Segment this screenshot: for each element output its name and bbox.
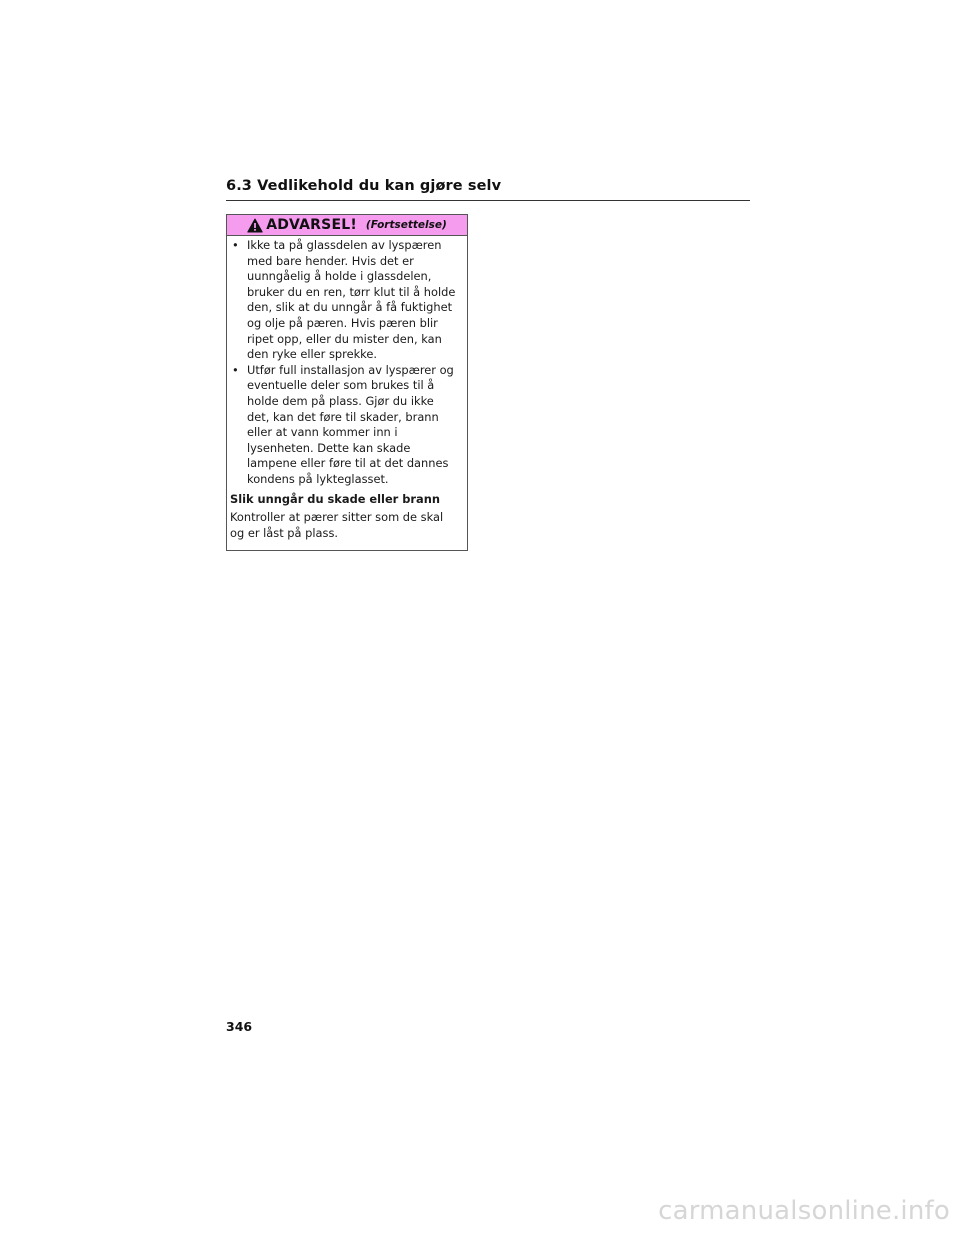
watermark: carmanualsonline.info <box>658 1196 950 1226</box>
warning-bullet-text: Ikke ta på glassdelen av lyspæren med bare hender. Hvis det er uunngåelig å holde i glassdelen, bruker du en ren, tørr klut til å holde den, slik at du unngår å få fuktighet og olje på pæren. Hvis pæren blir ripet opp, eller du mister den, kan den ryke eller sprekke. <box>247 238 456 362</box>
warning-subheading: Slik unngår du skade eller brann <box>230 491 440 506</box>
warning-bullet <box>230 238 457 363</box>
warning-triangle-icon <box>247 218 263 233</box>
bullet-dot-icon: • <box>232 238 239 252</box>
warning-header <box>227 215 467 236</box>
page-number: 346 <box>226 1019 253 1034</box>
warning-bullet <box>230 363 457 488</box>
warning-box <box>226 214 468 551</box>
section-title: 6.3 Vedlikehold du kan gjøre selv <box>226 178 502 194</box>
warning-continued: (Fortsettelse) <box>365 219 447 231</box>
warning-label: ADVARSEL! <box>266 217 357 233</box>
section-header <box>226 178 750 201</box>
warning-bullet-text: Utfør full installasjon av lyspærer og eventuelle deler som brukes til å holde dem på plass. Gjør du ikke det, kan det føre til skader, brann eller at vann kommer inn i lysenheten. Dette kan skade lampene eller føre til at det dannes kondens på lykteglasset. <box>247 362 454 486</box>
warning-paragraph: Kontroller at pærer sitter som de skal og er låst på plass. <box>230 510 444 540</box>
bullet-dot-icon: • <box>232 362 239 377</box>
warning-body <box>227 236 467 541</box>
